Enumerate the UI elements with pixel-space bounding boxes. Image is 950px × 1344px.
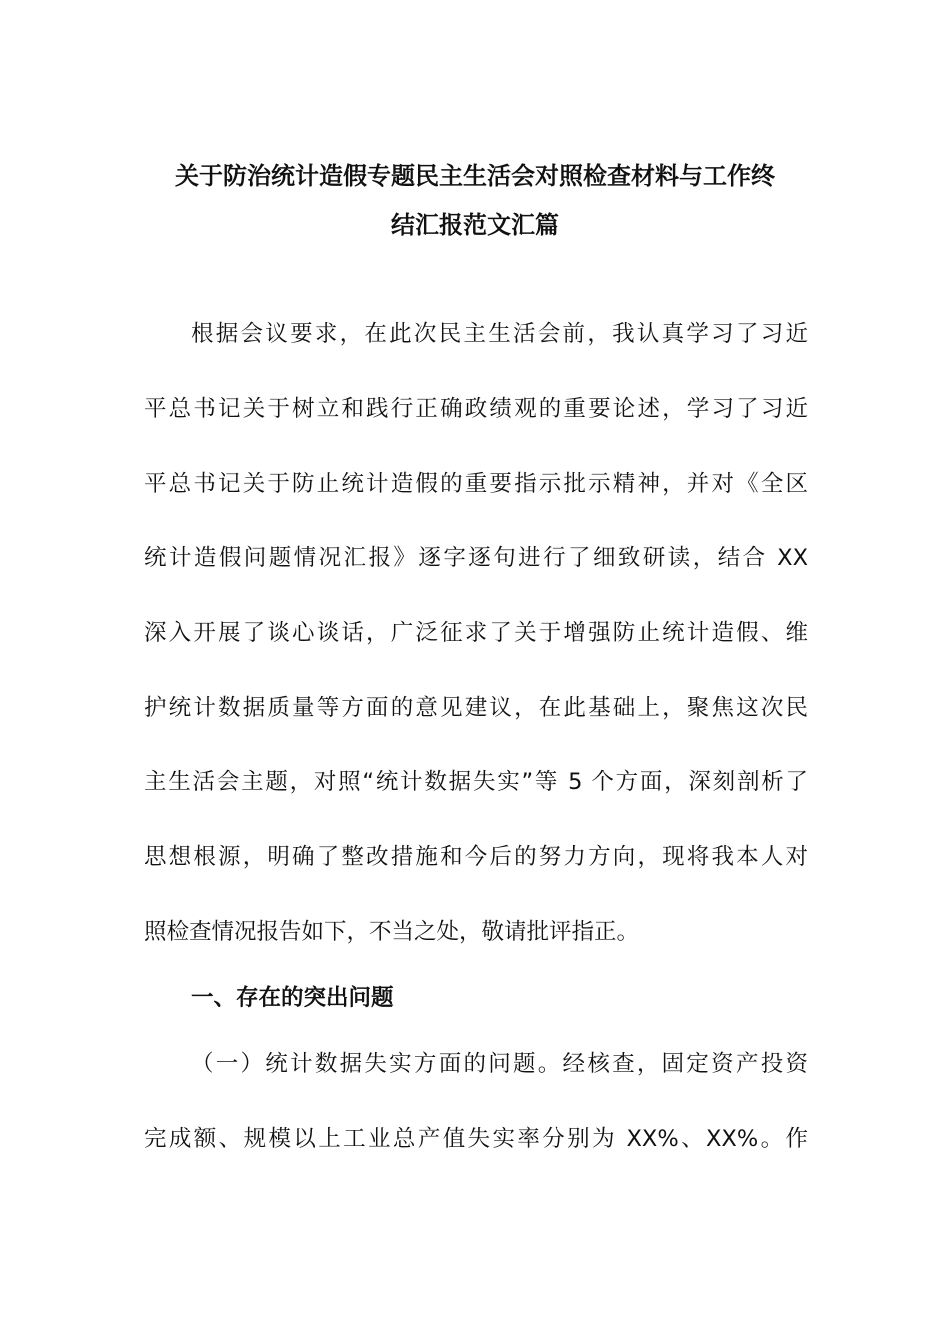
- paragraph-2-line-2: 完成额、规模以上工业总产值失实率分别为 XX%、XX%。作: [144, 1126, 808, 1152]
- paragraph-1-line-3: 平总书记关于防止统计造假的重要指示批示精神，并对《全区: [144, 471, 808, 497]
- section-1-heading: 一、存在的突出问题: [191, 985, 394, 1011]
- paragraph-1-line-5: 深入开展了谈心谈话，广泛征求了关于增强防止统计造假、维: [144, 620, 808, 646]
- paragraph-1-line-8: 思想根源，明确了整改措施和今后的努力方向，现将我本人对: [144, 844, 808, 870]
- document-title-line-1: 关于防治统计造假专题民主生活会对照检查材料与工作终: [175, 162, 775, 190]
- paragraph-1-line-1: 根据会议要求，在此次民主生活会前，我认真学习了习近: [191, 321, 808, 347]
- paragraph-2-line-1: （一）统计数据失实方面的问题。经核查，固定资产投资: [191, 1051, 808, 1077]
- paragraph-1-line-2: 平总书记关于树立和践行正确政绩观的重要论述，学习了习近: [144, 396, 808, 422]
- paragraph-1-line-7: 主生活会主题，对照“统计数据失实”等 5 个方面，深刻剖析了: [144, 769, 808, 795]
- document-title-line-2: 结汇报范文汇篇: [391, 211, 559, 239]
- paragraph-1-line-4: 统计造假问题情况汇报》逐字逐句进行了细致研读，结合 XX: [144, 545, 808, 571]
- paragraph-1-line-6: 护统计数据质量等方面的意见建议，在此基础上，聚焦这次民: [144, 695, 808, 721]
- paragraph-1-line-9: 照检查情况报告如下，不当之处，敬请批评指正。: [144, 919, 640, 945]
